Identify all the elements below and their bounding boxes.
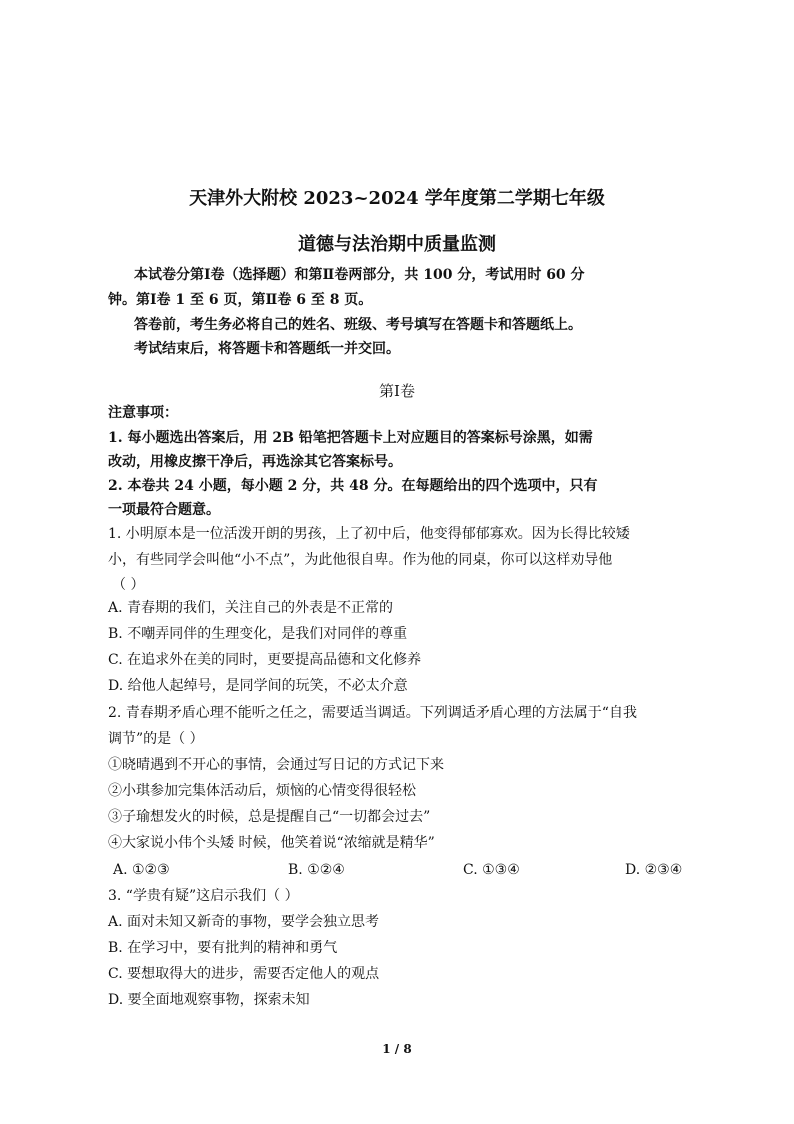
page-indicator: 1 / 8 bbox=[382, 1042, 412, 1056]
instruction-line3: 答卷前，考生务必将自己的姓名、班级、考号填写在答题卡和答题纸上。 bbox=[134, 317, 582, 333]
q2-option-d: D. ②③④ bbox=[625, 862, 683, 878]
q2-option-c: C. ①③④ bbox=[463, 862, 520, 878]
notes-label: 注意事项： bbox=[108, 405, 178, 421]
q2-item3: ③子瑜想发火的时候，总是提醒自己“一切都会过去” bbox=[108, 809, 431, 825]
instruction-line1: 本试卷分第Ⅰ卷（选择题）和第Ⅱ卷两部分，共 100 分，考试用时 60 分 bbox=[134, 267, 585, 283]
exam-title-line1: 天津外大附校 2023~2024 学年度第二学期七年级 bbox=[189, 188, 605, 209]
q2-item4: ④大家说小伟个头矮 时候，他笑着说“浓缩就是精华” bbox=[108, 835, 435, 851]
q1-stem-line1: 1. 小明原本是一位活泼开朗的男孩，上了初中后，他变得郁郁寡欢。因为长得比较矮 bbox=[108, 526, 630, 542]
q1-option-d: D. 给他人起绰号，是同学间的玩笑，不必太介意 bbox=[108, 678, 408, 694]
q2-stem-line2: 调节”的是（ ） bbox=[108, 731, 204, 747]
q3-option-d: D. 要全面地观察事物，探索未知 bbox=[108, 992, 310, 1008]
q1-answer-bracket: （ ） bbox=[112, 577, 145, 593]
q3-stem: 3. “学贵有疑”这启示我们（ ） bbox=[108, 888, 299, 904]
q3-option-c: C. 要想取得大的进步，需要否定他人的观点 bbox=[108, 966, 380, 982]
q1-stem-line2: 小，有些同学会叫他“小不点”，为此他很自卑。作为他的同桌，你可以这样劝导他 bbox=[108, 552, 613, 568]
q2-item1: ①晓晴遇到不开心的事情，会通过写日记的方式记下来 bbox=[108, 757, 444, 773]
instruction-line2: 钟。第Ⅰ卷 1 至 6 页，第Ⅱ卷 6 至 8 页。 bbox=[108, 292, 373, 308]
note2-line1: 2. 本卷共 24 小题，每小题 2 分，共 48 分。在每题给出的四个选项中，只有 bbox=[108, 478, 598, 494]
q2-stem-line1: 2. 青春期矛盾心理不能听之任之，需要适当调适。下列调适矛盾心理的方法属于“自我 bbox=[108, 705, 637, 721]
q3-option-b: B. 在学习中，要有批判的精神和勇气 bbox=[108, 940, 338, 956]
note1-line2: 改动，用橡皮擦干净后，再选涂其它答案标号。 bbox=[108, 454, 402, 470]
instruction-line4: 考试结束后，将答题卡和答题纸一并交回。 bbox=[134, 341, 400, 357]
note2-line2: 一项最符合题意。 bbox=[108, 502, 220, 518]
q3-option-a: A. 面对未知又新奇的事物，要学会独立思考 bbox=[108, 914, 380, 930]
exam-title-line2: 道德与法治期中质量监测 bbox=[298, 234, 496, 255]
q2-option-a: A. ①②③ bbox=[113, 862, 170, 878]
section-title: 第Ⅰ卷 bbox=[379, 382, 415, 400]
note1-line1: 1. 每小题选出答案后，用 2B 铅笔把答题卡上对应题目的答案标号涂黑，如需 bbox=[108, 430, 593, 446]
q2-option-b: B. ①②④ bbox=[288, 862, 345, 878]
q1-option-c: C. 在追求外在美的同时，更要提高品德和文化修养 bbox=[108, 652, 422, 668]
q2-item2: ②小琪参加完集体活动后，烦恼的心情变得很轻松 bbox=[108, 783, 416, 799]
q1-option-a: A. 青春期的我们，关注自己的外表是不正常的 bbox=[108, 600, 394, 616]
q1-option-b: B. 不嘲弄同伴的生理变化，是我们对同伴的尊重 bbox=[108, 626, 408, 642]
